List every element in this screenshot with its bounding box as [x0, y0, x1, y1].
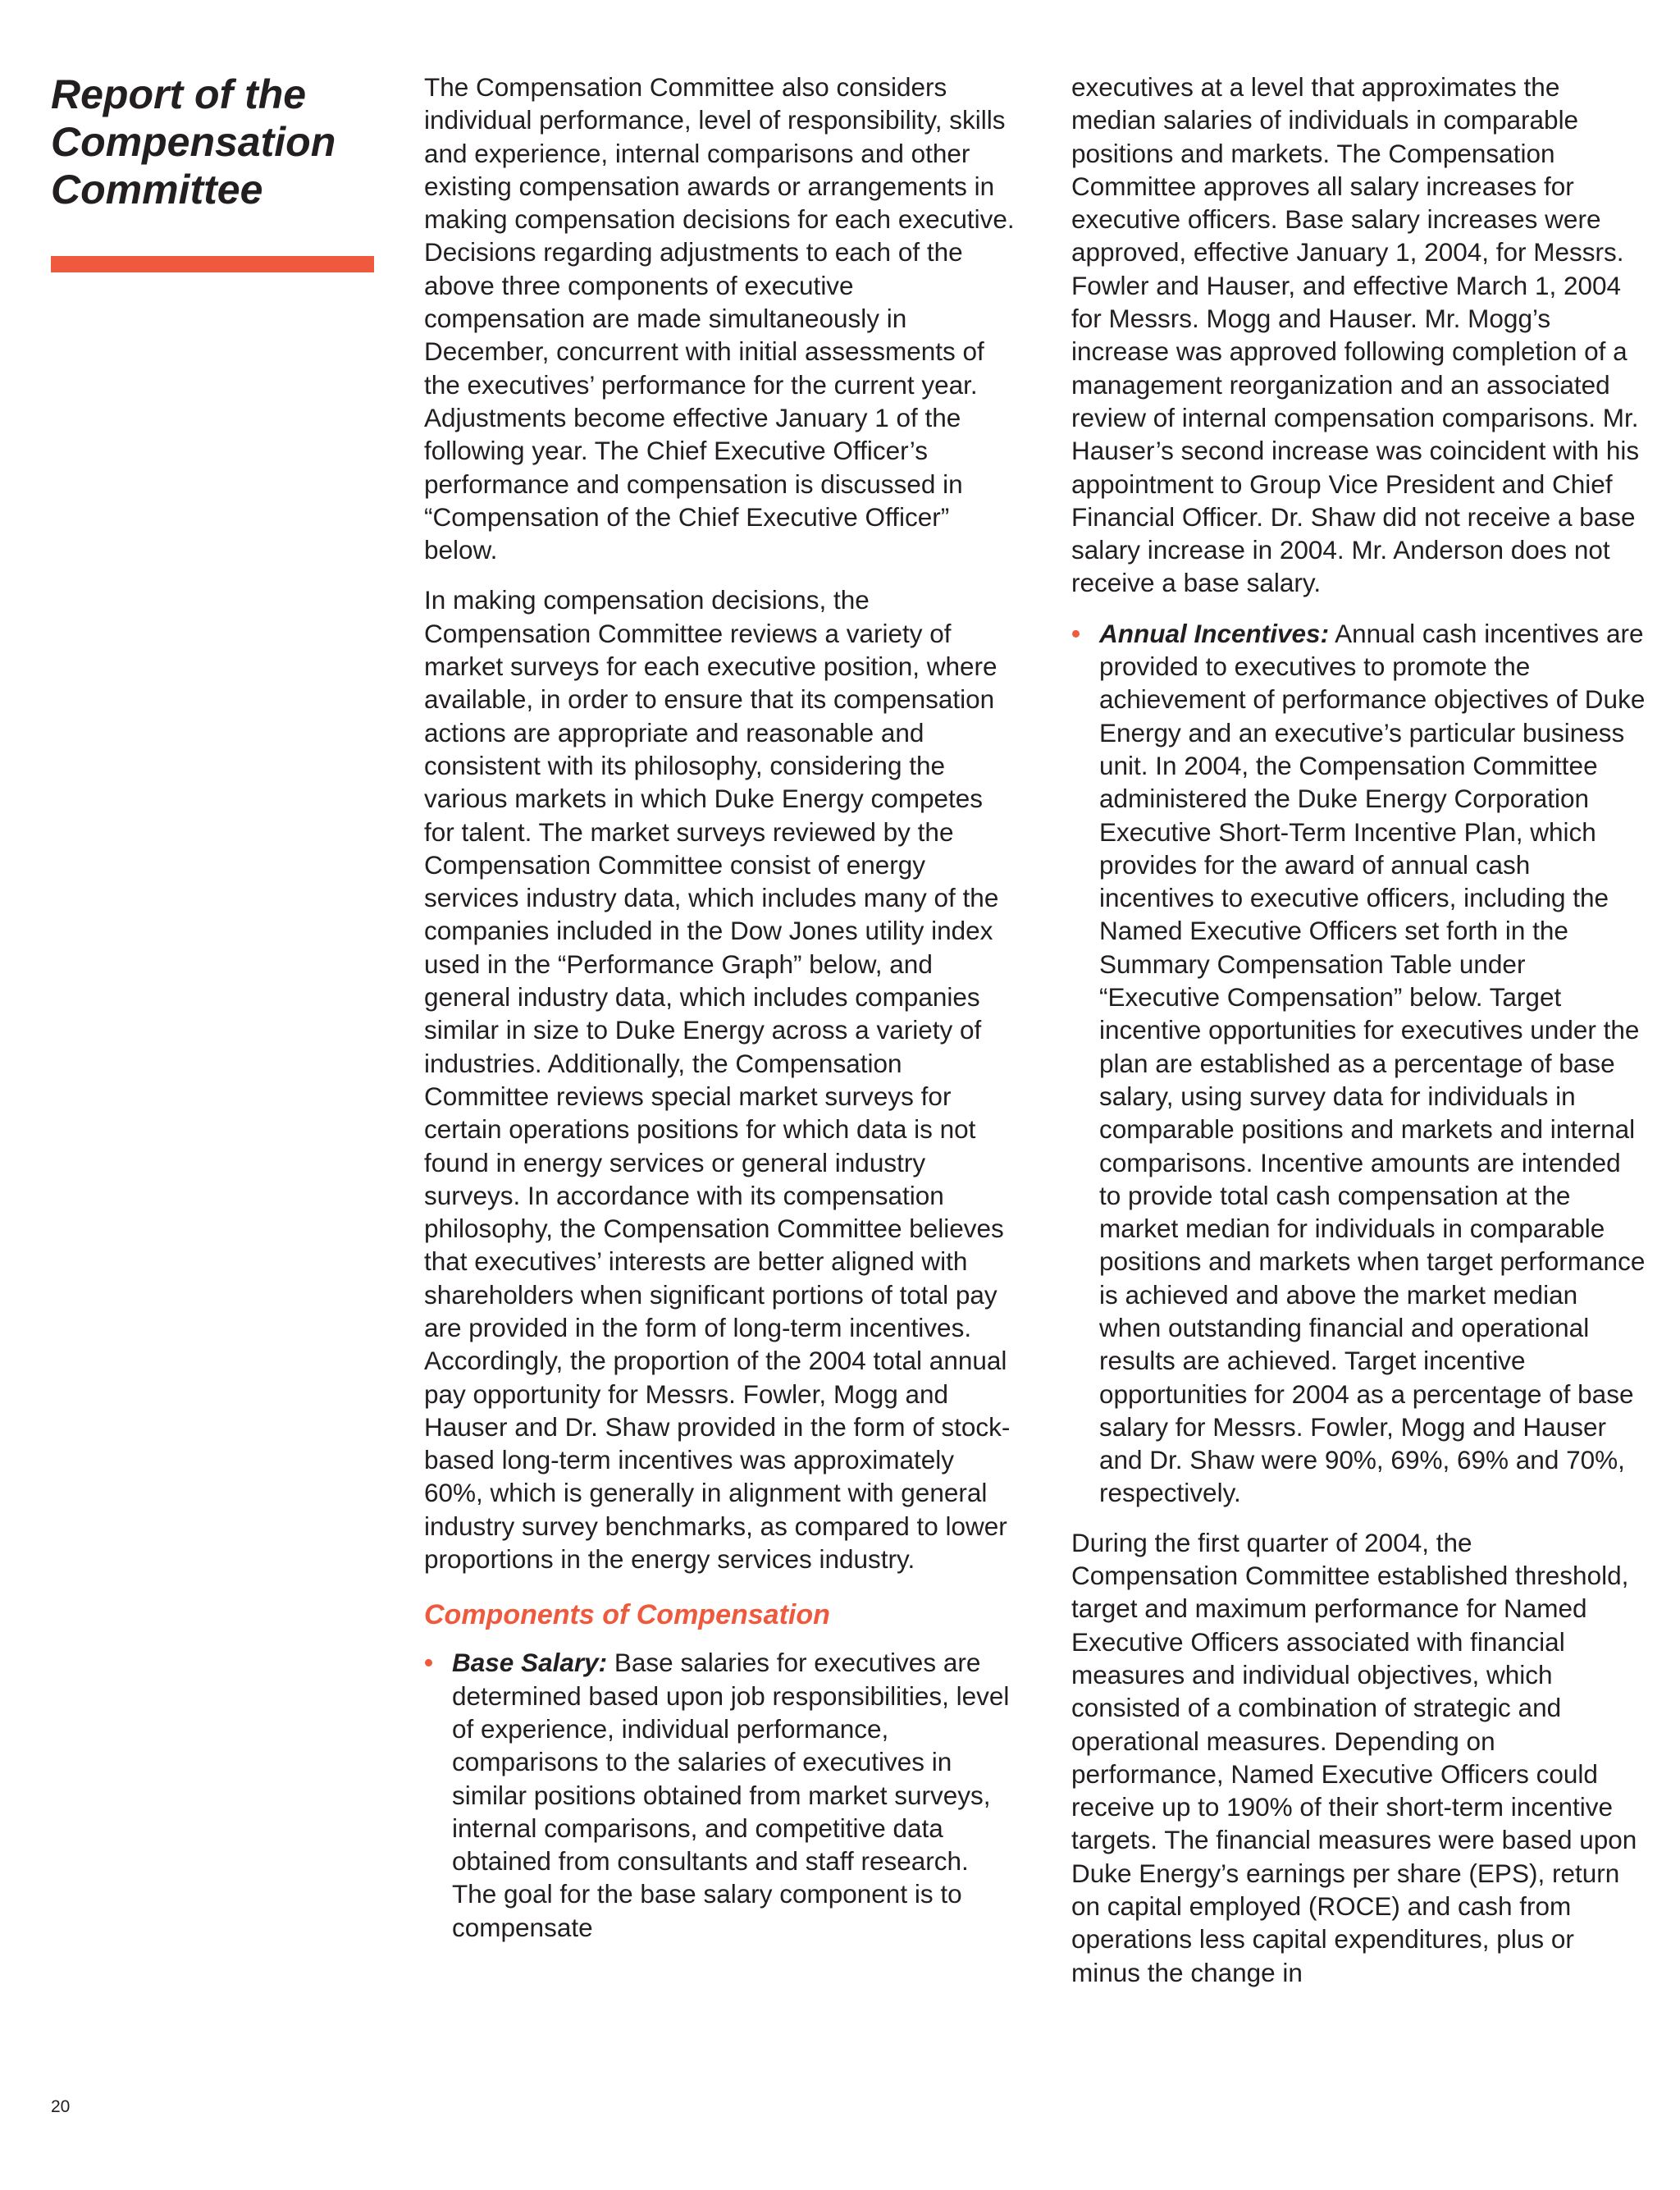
sidebar [51, 71, 375, 272]
section-heading-components: Components of Compensation [424, 1599, 830, 1631]
bullet-marker: • [1071, 618, 1081, 648]
paragraph-base-salary-continued: executives at a level that approximates the median salaries of individuals in comparable positions and markets. The Compensation Committee approves all salary increases for executive officers. Base salary increases were approved, effective January 1, 2004, for Messrs. Fowler and Hauser, and effective March 1, 2004 for Messrs. Mogg and Hauser. Mr. Mogg’s increase was approved following completion of a management reorganization and an associated review of internal compensation comparisons. Mr. Hauser’s second increase was coincident with his appointment to Group Vice President and Chief Financial Officer. Dr. Shaw did not receive a base salary increase in 2004. Mr. Anderson does not receive a base salary. [1071, 72, 1640, 598]
page-title [51, 71, 375, 213]
bullet-annual-incentives [1071, 617, 1646, 1510]
paragraph-market-surveys: In making compensation decisions, the Compensation Committee reviews a variety of market surveys for each executive position, where available, in order to ensure that its compensation actions are appropriate and reasonable and consistent with its philosophy, considering the various markets in which Duke Energy competes for talent. The market surveys reviewed by the Compensation Committee consist of energy services industry data, which includes many of the companies included in the Dow Jones utility index used in the “Performance Graph” below, and general industry data, which includes companies similar in size to Duke Energy across a variety of industries. Additionally, the Compensation Committee reviews special market surveys for certain operations positions for which data is not found in energy services or general industry surveys. In accordance with its compensation philosophy, the Compensation Committee believes that executives’ interests are better aligned with shareholders when significant portions of total pay are provided in the form of long-term incentives. Accordingly, the proportion of the 2004 total annual pay opportunity for Messrs. Fowler, Mogg and Hauser and Dr. Shaw provided in the form of stock-based long-term incentives was approximately 60%, which is generally in alignment with general industry survey benchmarks, as compared to lower proportions in the energy services industry. [424, 585, 1011, 1575]
title-accent-bar [51, 256, 374, 272]
bullet-text-annual-incentives: Annual cash incentives are provided to executives to promote the achievement of performance objectives of Duke Energy and an executive’s particular business unit. In 2004, the Compensation Committee administered the Duke Energy Corporation Executive Short-Term Incentive Plan, which provides for the award of annual cash incentives to executive officers, including the Named Executive Officers set forth in the Summary Compensation Table under “Executive Compensation” below. Target incentive opportunities for executives under the plan are established as a percentage of base salary, using survey data for individuals in comparable positions and markets and internal comparisons. Incentive amounts are intended to provide total cash compensation at the market median for individuals in comparable positions and markets when target performance is achieved and above the market median when outstanding financial and operational results are achieved. Target incentive opportunities for 2004 as a percentage of base salary for Messrs. Fowler, Mogg and Hauser and Dr. Shaw were 90%, 69%, 69% and 70%, respectively. [1099, 618, 1646, 1508]
paragraph-committee-considers: The Compensation Committee also considers individual performance, level of responsibility, skills and experience, internal comparisons and other existing compensation awards or arrangements in making compensation decisions for each executive. Decisions regarding adjustments to each of the above three components of executive compensation are made simultaneously in December, concurrent with initial assessments of the executives’ performance for the current year. Adjustments become effective January 1 of the following year. The Chief Executive Officer’s performance and compensation is discussed in “Compensation of the Chief Executive Officer” below. [424, 72, 1015, 565]
bullet-marker: • [424, 1648, 434, 1678]
bullet-lead-base-salary: Base Salary: [452, 1648, 608, 1678]
page-number: 20 [51, 2097, 71, 2116]
right-column [1071, 71, 1646, 2006]
bullet-lead-annual-incentives: Annual Incentives: [1099, 618, 1330, 648]
title-line-3: Committee [51, 167, 263, 213]
left-column [424, 71, 1015, 1960]
paragraph-first-quarter: During the first quarter of 2004, the Compensation Committee established threshold, target and maximum performance for Named Executive Officers associated with financial measures and individual objectives, which consisted of a combination of strategic and operational measures. Depending on performance, Named Executive Officers could receive up to 190% of their short-term incentive targets. The financial measures were based upon Duke Energy’s earnings per share (EPS), return on capital employed (ROCE) and cash from operations less capital expenditures, plus or minus the change in [1071, 1527, 1637, 1987]
title-line-1: Report of the [51, 71, 307, 117]
bullet-text-base-salary: Base salaries for executives are determined based upon job responsibilities, level of experience, individual performance, comparisons to the salaries of executives in similar positions obtained from market surveys, internal comparisons, and competitive data obtained from consultants and staff research. The goal for the base salary component is to compensate [452, 1648, 1010, 1942]
bullet-base-salary [424, 1646, 1015, 1944]
title-line-2: Compensation [51, 119, 336, 165]
